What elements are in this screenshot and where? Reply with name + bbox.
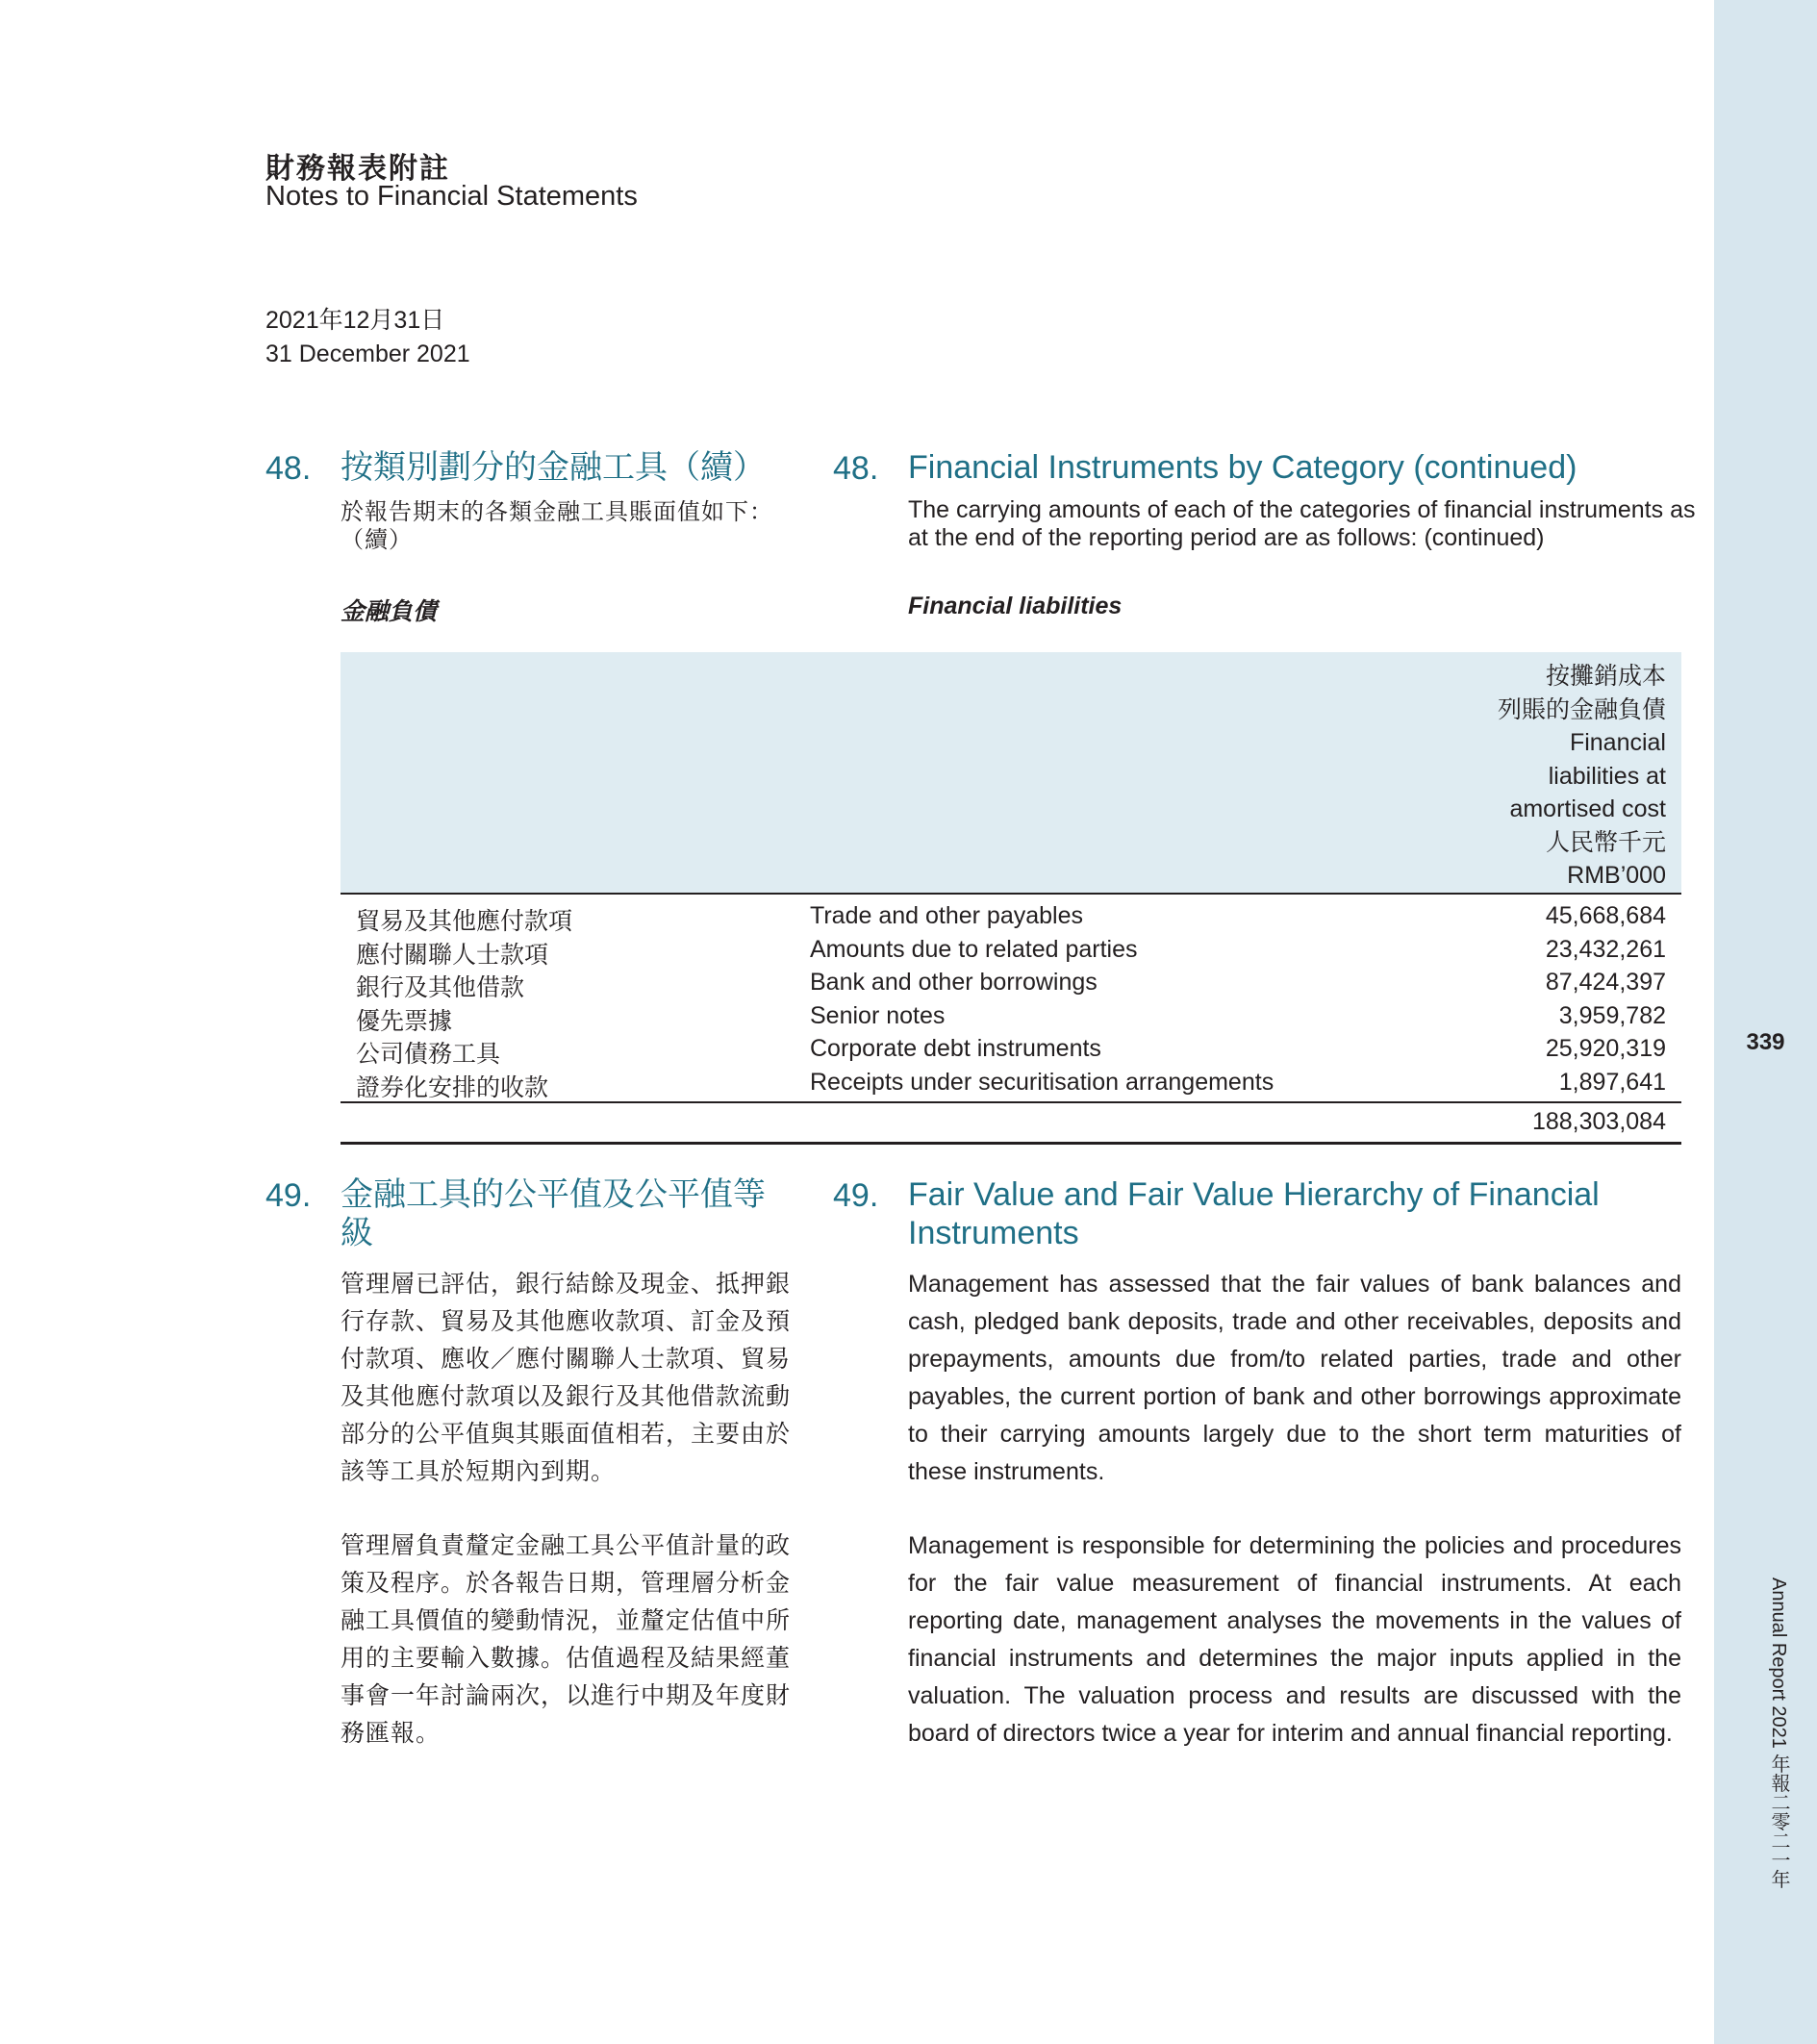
column-header-line: 列賬的金融負債 xyxy=(1497,695,1666,723)
row-value: 23,432,261 xyxy=(1545,935,1666,963)
row-label-cn: 貿易及其他應付款項 xyxy=(356,908,573,935)
section-49-para2-cn xyxy=(341,1527,793,1753)
row-label-cn: 證券化安排的收款 xyxy=(356,1073,549,1101)
table-row xyxy=(341,934,1681,968)
row-label-en: Bank and other borrowings xyxy=(810,969,1098,996)
header-title-en: Notes to Financial Statements xyxy=(265,181,638,212)
table-total: 188,303,084 xyxy=(1531,1108,1666,1135)
column-header-line: amortised cost xyxy=(1509,795,1666,822)
section-48-number-en: 48. xyxy=(833,450,879,487)
section-49-number-cn: 49. xyxy=(265,1177,312,1214)
section-49-para1-en: Management has assessed that the fair values of bank balances and cash, pledged bank deposits, trade and other receivables, deposits and prepayments, amounts due from/to related parties, trade and other payables, the current portion of bank and other borrowings approximate to their carrying amounts largely due to the short term maturities of these instruments. xyxy=(908,1271,1681,1485)
table-header xyxy=(341,652,1681,895)
side-report-label: Annual Report 2021 年報二零二一年 xyxy=(1768,1577,1789,1889)
column-header-line: RMB’000 xyxy=(1567,862,1666,889)
section-48-intro-en-2: at the end of the reporting period are as follows: (continued) xyxy=(908,524,1545,551)
section-48-title-cn: 按類別劃分的金融工具（續） xyxy=(341,449,766,486)
table-bottom-rule xyxy=(341,1142,1681,1145)
section-49-para1-cn xyxy=(341,1266,793,1491)
para-line: 部分的公平值與其賬面值相若，主要由於 xyxy=(341,1421,792,1448)
row-label-en: Receipts under securitisation arrangements xyxy=(810,1068,1274,1096)
table-row xyxy=(341,1000,1681,1034)
row-value: 1,897,641 xyxy=(1558,1068,1666,1096)
section-49-title-cn-1: 金融工具的公平值及公平值等 xyxy=(341,1176,766,1213)
section-48-number-cn: 48. xyxy=(265,450,312,487)
row-value: 45,668,684 xyxy=(1545,902,1666,929)
section-49-title-en-1: Fair Value and Fair Value Hierarchy of Financial xyxy=(908,1176,1600,1213)
table-row xyxy=(341,967,1681,1000)
section-49-title-en-2: Instruments xyxy=(908,1215,1079,1251)
para-line: 付款項、應收／應付關聯人士款項、貿易 xyxy=(341,1346,792,1373)
header-title-cn: 財務報表附註 xyxy=(265,152,450,186)
section-48-intro-cn-1: 於報告期末的各類金融工具賬面值如下： xyxy=(341,499,773,525)
table-row xyxy=(341,900,1681,934)
para-line: 策及程序。於各報告日期，管理層分析金 xyxy=(341,1570,792,1597)
date-en: 31 December 2021 xyxy=(265,341,470,367)
row-label-cn: 公司債務工具 xyxy=(356,1041,501,1068)
subhead-cn: 金融負債 xyxy=(341,598,438,625)
subhead-en: Financial liabilities xyxy=(908,593,1123,619)
page-number: 339 xyxy=(1746,1029,1785,1055)
para-line: 管理層負責釐定金融工具公平值計量的政 xyxy=(341,1532,792,1559)
column-header xyxy=(1498,660,1666,893)
section-48-intro-en-1: The carrying amounts of each of the categories of financial instruments as xyxy=(908,496,1696,523)
column-header-line: liabilities at xyxy=(1548,762,1666,790)
column-header-line: 按攤銷成本 xyxy=(1545,663,1666,690)
para-line: 融工具價值的變動情況，並釐定估值中所 xyxy=(341,1607,792,1634)
section-49-para2-en: Management is responsible for determining the policies and procedures for the fair value measurement of financial instruments. At each reporting date, management analyses the movements in the values of financial instruments and determines the major inputs applied in the valuation. The valuation process and results are discussed with the board of directors twice a year for interim and annual financial reporting. xyxy=(908,1532,1681,1747)
section-48-title-en: Financial Instruments by Category (continued) xyxy=(908,449,1577,486)
row-label-cn: 銀行及其他借款 xyxy=(356,974,525,1001)
date-cn: 2021年12月31日 xyxy=(265,307,445,334)
row-value: 25,920,319 xyxy=(1545,1035,1666,1062)
para-line: 管理層已評估，銀行結餘及現金、抵押銀 xyxy=(341,1271,792,1298)
para-line: 行存款、貿易及其他應收款項、訂金及預 xyxy=(341,1308,792,1335)
para-line: 用的主要輸入數據。估值過程及結果經董 xyxy=(341,1645,792,1672)
row-label-en: Senior notes xyxy=(810,1001,946,1029)
para-line: 務匯報。 xyxy=(341,1720,442,1747)
section-49-number-en: 49. xyxy=(833,1177,879,1214)
row-value: 87,424,397 xyxy=(1545,969,1666,996)
table-row xyxy=(341,1033,1681,1067)
section-49-title-cn-2: 級 xyxy=(341,1215,373,1251)
column-header-line: 人民幣千元 xyxy=(1545,828,1666,856)
para-line: 及其他應付款項以及銀行及其他借款流動 xyxy=(341,1383,792,1410)
row-label-cn: 優先票據 xyxy=(356,1007,453,1035)
row-label-cn: 應付關聯人士款項 xyxy=(356,941,549,969)
para-line: 該等工具於短期內到期。 xyxy=(341,1458,617,1485)
row-value: 3,959,782 xyxy=(1558,1001,1666,1029)
total-divider xyxy=(341,1101,1681,1103)
section-48-intro-cn-2: （續） xyxy=(341,527,413,553)
row-label-en: Corporate debt instruments xyxy=(810,1035,1101,1062)
row-label-en: Amounts due to related parties xyxy=(810,935,1138,963)
row-label-en: Trade and other payables xyxy=(810,902,1083,929)
para-line: 事會一年討論兩次，以進行中期及年度財 xyxy=(341,1682,792,1709)
column-header-line: Financial xyxy=(1569,729,1666,756)
table-row xyxy=(341,1067,1681,1100)
